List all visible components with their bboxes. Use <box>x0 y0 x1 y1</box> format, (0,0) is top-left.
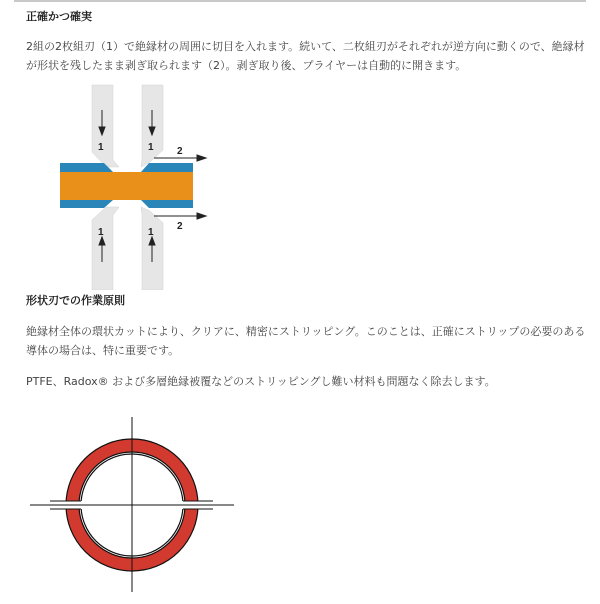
svg-text:1: 1 <box>148 227 154 238</box>
lower-left-blade <box>92 207 119 290</box>
svg-text:2: 2 <box>177 221 183 232</box>
svg-text:2: 2 <box>177 146 183 157</box>
blade-stripping-diagram <box>40 80 240 290</box>
svg-text:1: 1 <box>148 142 154 153</box>
circular-cut-diagram <box>20 400 260 600</box>
svg-text:1: 1 <box>98 142 104 153</box>
svg-text:1: 1 <box>98 227 104 238</box>
upper-left-blade <box>92 85 119 167</box>
section-paragraph-blade-operation: 2組の2枚組刃（1）で絶縁材の周囲に切目を入れます。続いて、二枚組刃がそれぞれが逆方向に動くので、絶縁材が形状を残したまま剥ぎ取られます（2）。剥ぎ取り後、プライヤーは自動的に開きます。 <box>26 40 585 72</box>
cable-cross-section <box>60 163 193 208</box>
section-heading-precise: 正確かつ確実 <box>26 10 92 23</box>
crosshair-axes <box>30 417 234 592</box>
section-paragraph-materials: PTFE、Radox® および多層絶縁被覆などのストリッピングし難い材料も問題なく除去します。 <box>26 375 496 388</box>
section-paragraph-circular-cut: 絶縁材全体の環状カットにより、クリアに、精密にストリッピング。このことは、正確にストリップの必要のある導体の場合は、特に重要です。 <box>26 325 586 357</box>
section-heading-working-principle: 形状刃での作業原則 <box>26 294 125 307</box>
top-divider <box>14 0 586 2</box>
